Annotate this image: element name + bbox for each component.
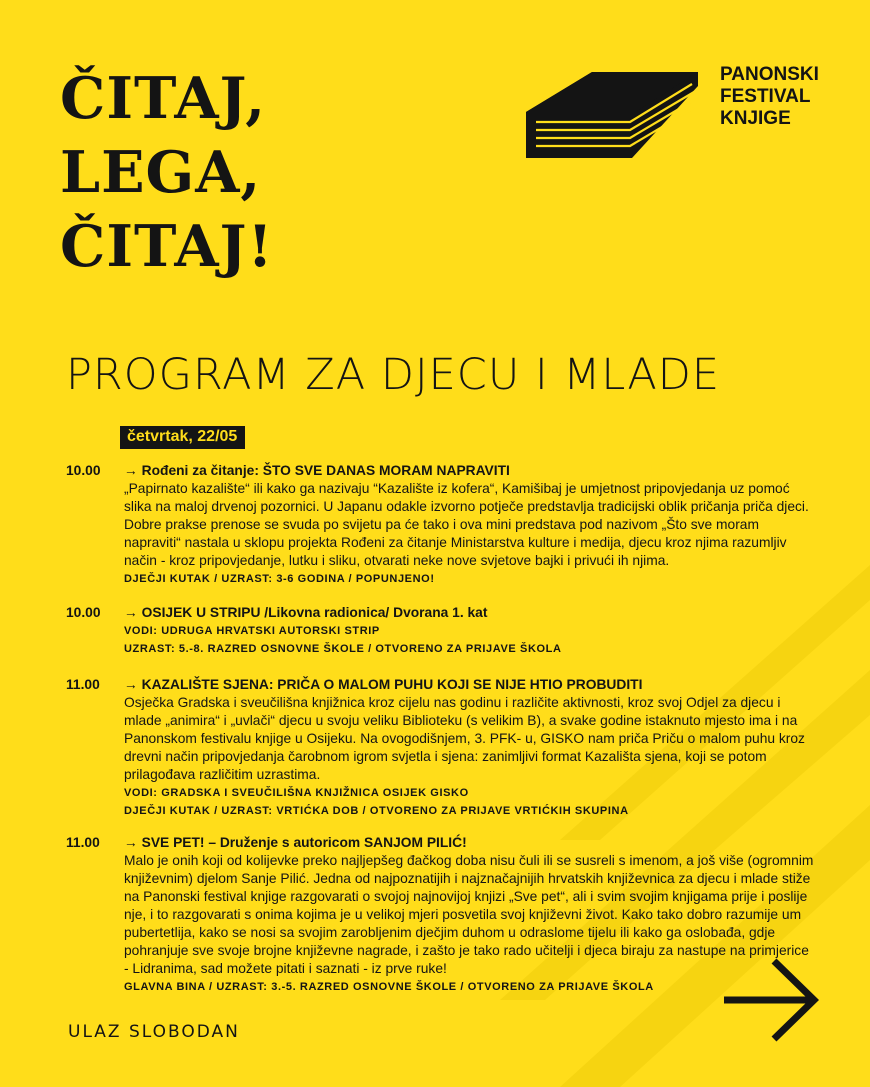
slogan-line: ČITAJ, (60, 65, 267, 132)
program-event (66, 676, 816, 820)
brand-line: FESTIVAL (720, 86, 811, 107)
event-time: 11.00 (66, 835, 100, 850)
event-description: „Papirnato kazalište“ ili kako ga nazivaju “Kazalište iz kofera“, Kamišibaj je umjetnost pripovjedanja uz pomoć slika na maloj drvenoj pozornici. U Japanu odakle izvorno potječe predstavlja tradicijski oblik pričanja priča djeci. Dobre prakse prenose se svuda po svijetu pa će tako i ova mini predstava pod nazivom „Što sve moram napraviti“ nastala u sklopu projekta Rođeni za čitanje Ministarstva kulture i medija, djecu kroz njima razumljiv način - kroz pripovjedanje, lutku i sliku, otvarati neke nove svjetove bajki i privući ih njima. (124, 481, 809, 568)
day-label: četvrtak, 22/05 (120, 426, 245, 449)
event-title: → OSIJEK U STRIPU /Likovna radionica/ Dvorana 1. kat (124, 605, 488, 620)
event-meta: VODI: UDRUGA HRVATSKI AUTORSKI STRIP (124, 625, 380, 637)
event-title: → KAZALIŠTE SJENA: PRIČA O MALOM PUHU KOJI SE NIJE HTIO PROBUDITI (124, 677, 643, 692)
festival-brand-name (720, 64, 819, 130)
event-meta: UZRAST: 5.-8. RAZRED OSNOVNE ŠKOLE / OTVORENO ZA PRIJAVE ŠKOLA (124, 643, 562, 655)
program-event (66, 604, 816, 658)
book-stack-icon (526, 72, 706, 160)
program-event (66, 462, 816, 588)
free-entry-notice: ULAZ SLOBODAN (68, 1022, 240, 1042)
event-time: 11.00 (66, 677, 100, 692)
event-time: 10.00 (66, 605, 101, 620)
event-meta: DJEČJI KUTAK / UZRAST: 3-6 GODINA / POPUNJENO! (124, 573, 435, 585)
event-title: → SVE PET! – Druženje s autoricom SANJOM PILIĆ! (124, 835, 467, 850)
brand-line: KNJIGE (720, 108, 791, 129)
arrow-right-icon[interactable] (722, 956, 822, 1046)
program-heading: PROGRAM ZA DJECU I MLADE (66, 350, 721, 400)
slogan-line: LEGA, (60, 139, 262, 206)
program-event (66, 834, 816, 996)
event-meta: VODI: GRADSKA I SVEUČILIŠNA KNJIŽNICA OSIJEK GISKO (124, 787, 469, 799)
brand-line: PANONSKI (720, 64, 819, 85)
event-meta: GLAVNA BINA / UZRAST: 3.-5. RAZRED OSNOVNE ŠKOLE / OTVORENO ZA PRIJAVE ŠKOLA (124, 981, 654, 993)
slogan-line: ČITAJ! (60, 213, 274, 280)
festival-slogan (60, 62, 274, 284)
event-description: Malo je onih koji od kolijevke preko najljepšeg đačkog doba nisu čuli ili se susreli s imenom, a još više (ogromnim književnim) djelom Sanje Pilić. Jedna od najpoznatijih i najznačajnijih hrvatskih književnica za djecu i mlade stiže na Panonski festival knjige razgovarati o svojoj najnovijoj knjizi „Sve pet“, ali i svim svojim knjigama prije i poslije nje, i to razgovarati s onima kojima je u velikoj mjeri posvetila svoj književni život. Kako tako dobro razumije um pubertetlija, kako se nosi sa svojim zarobljenim dječjim duhom u odraslome tijelu ili kako ga oslobađa, gdje pohranjuje sve svoje brojne književne nagrade, i zašto je tako rado učitelji i djeca biraju za nastupe na primjerice - Lidranima, sad možete pitati i saznati - iz prve ruke! (124, 853, 814, 976)
event-description: Osječka Gradska i sveučilišna knjižnica kroz cijelu nas godinu i različite aktivnosti, kroz svoj Odjel za djecu i mlade „animira“ i „uvlači“ djecu u svoju veliku Biblioteku (s velikim B), a svake godine istaknuto mjesto ima i na Panonskom festivalu knjige u Osijeku. Na ovogodišnjem, 3. PFK- u, GISKO nam priča Priču o malom puhu kroz drevni način pripovjedanja čarobnom igrom svjetla i sjena: zanimljivi format Kazališta sjena, koji se potom prilagođava različitim uzrastima. (124, 695, 805, 782)
event-meta: DJEČJI KUTAK / UZRAST: VRTIĆKA DOB / OTVORENO ZA PRIJAVE VRTIĆKIH SKUPINA (124, 805, 629, 817)
event-time: 10.00 (66, 463, 101, 478)
event-title: → Rođeni za čitanje: ŠTO SVE DANAS MORAM NAPRAVITI (124, 463, 510, 478)
